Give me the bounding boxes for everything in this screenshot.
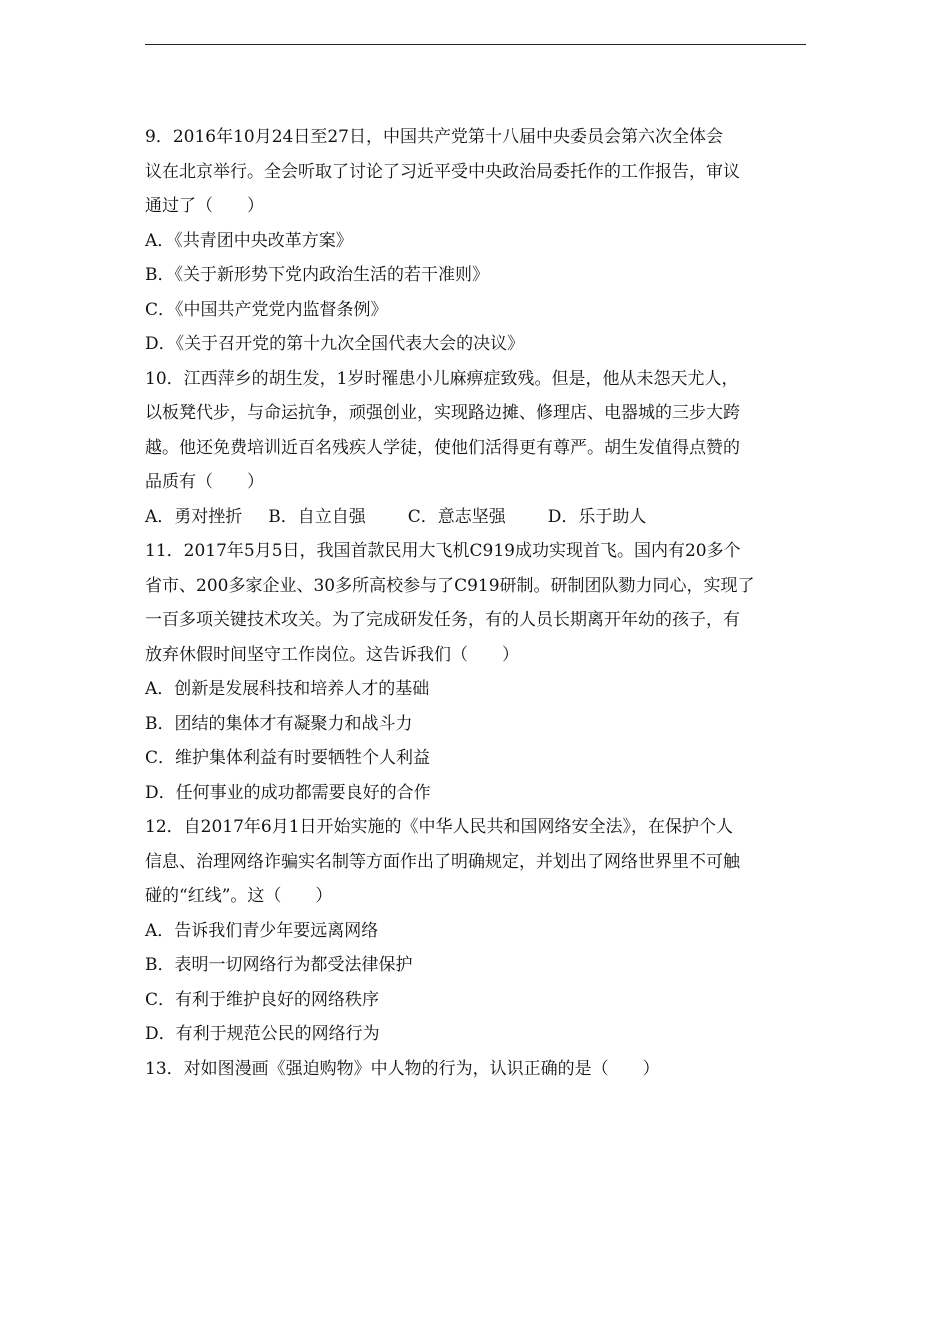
option-b: B．团结的集体才有凝聚力和战斗力 [145, 713, 413, 734]
option-b: B．《关于新形势下党内政治生活的若干准则》 [145, 265, 489, 285]
header-rule [145, 44, 806, 45]
option-d: D．有利于规范公民的网络行为 [145, 1024, 380, 1044]
option-b: B．自立自强 [268, 506, 366, 527]
question-text-line: 10．江西萍乡的胡生发，1岁时罹患小儿麻痹症致残。但是，他从未怨天尤人， [145, 368, 739, 389]
option-c: C．维护集体利益有时要牺牲个人利益 [145, 748, 431, 768]
option-d: D．乐于助人 [547, 506, 647, 527]
option-b: B．表明一切网络行为都受法律保护 [145, 955, 413, 975]
question-text-line: 一百多项关键技术攻关。为了完成研发任务，有的人员长期离开年幼的孩子，有 [145, 610, 740, 630]
question-text-line: 碰的“红线”。这（ ） [145, 886, 333, 906]
question-13 [145, 1052, 810, 1087]
option-c: C．《中国共产党党内监督条例》 [145, 299, 388, 320]
question-text-line: 议在北京举行。全会听取了讨论了习近平受中央政治局委托作的工作报告，审议 [145, 161, 740, 182]
question-text-line: 放弃休假时间坚守工作岗位。这告诉我们（ ） [145, 644, 519, 665]
question-text-line: 9．2016年10月24日至27日，中国共产党第十八届中央委员会第六次全体会 [145, 127, 723, 147]
question-text-line: 11．2017年5月5日，我国首款民用大飞机C919成功实现首飞。国内有20多个 [145, 541, 741, 561]
inline-options [145, 500, 810, 535]
option-c: C．有利于维护良好的网络秩序 [145, 989, 380, 1010]
question-text-line: 12．自2017年6月1日开始实施的《中华人民共和国网络安全法》，在保护个人 [145, 817, 734, 837]
option-a: A．创新是发展科技和培养人才的基础 [145, 679, 430, 699]
question-list [145, 120, 810, 1086]
option-a: A．告诉我们青少年要远离网络 [145, 920, 379, 941]
question-text-line: 通过了（ ） [145, 196, 264, 216]
question-text-line: 省市、200多家企业、30多所高校参与了C919研制。研制团队勠力同心，实现了 [145, 575, 755, 596]
option-a: A．《共青团中央改革方案》 [145, 230, 353, 251]
question-text-line: 13．对如图漫画《强迫购物》中人物的行为，认识正确的是（ ） [145, 1058, 660, 1079]
option-d: D．《关于召开党的第十九次全国代表大会的决议》 [145, 334, 525, 354]
question-text-line: 品质有（ ） [145, 472, 264, 492]
question-text-line: 越。他还免费培训近百名残疾人学徒，使他们活得更有尊严。胡生发值得点赞的 [145, 437, 740, 458]
question-12 [145, 810, 810, 1052]
option-d: D．任何事业的成功都需要良好的合作 [145, 782, 431, 803]
question-9 [145, 120, 810, 362]
question-text-line: 信息、治理网络诈骗实名制等方面作出了明确规定，并划出了网络世界里不可触 [145, 851, 740, 872]
option-c: C．意志坚强 [407, 506, 506, 527]
question-10 [145, 362, 810, 535]
question-text-line: 以板凳代步，与命运抗争，顽强创业，实现路边摊、修理店、电器城的三步大跨 [145, 403, 740, 423]
question-11 [145, 534, 810, 810]
option-a: A．勇对挫折 [145, 506, 243, 527]
